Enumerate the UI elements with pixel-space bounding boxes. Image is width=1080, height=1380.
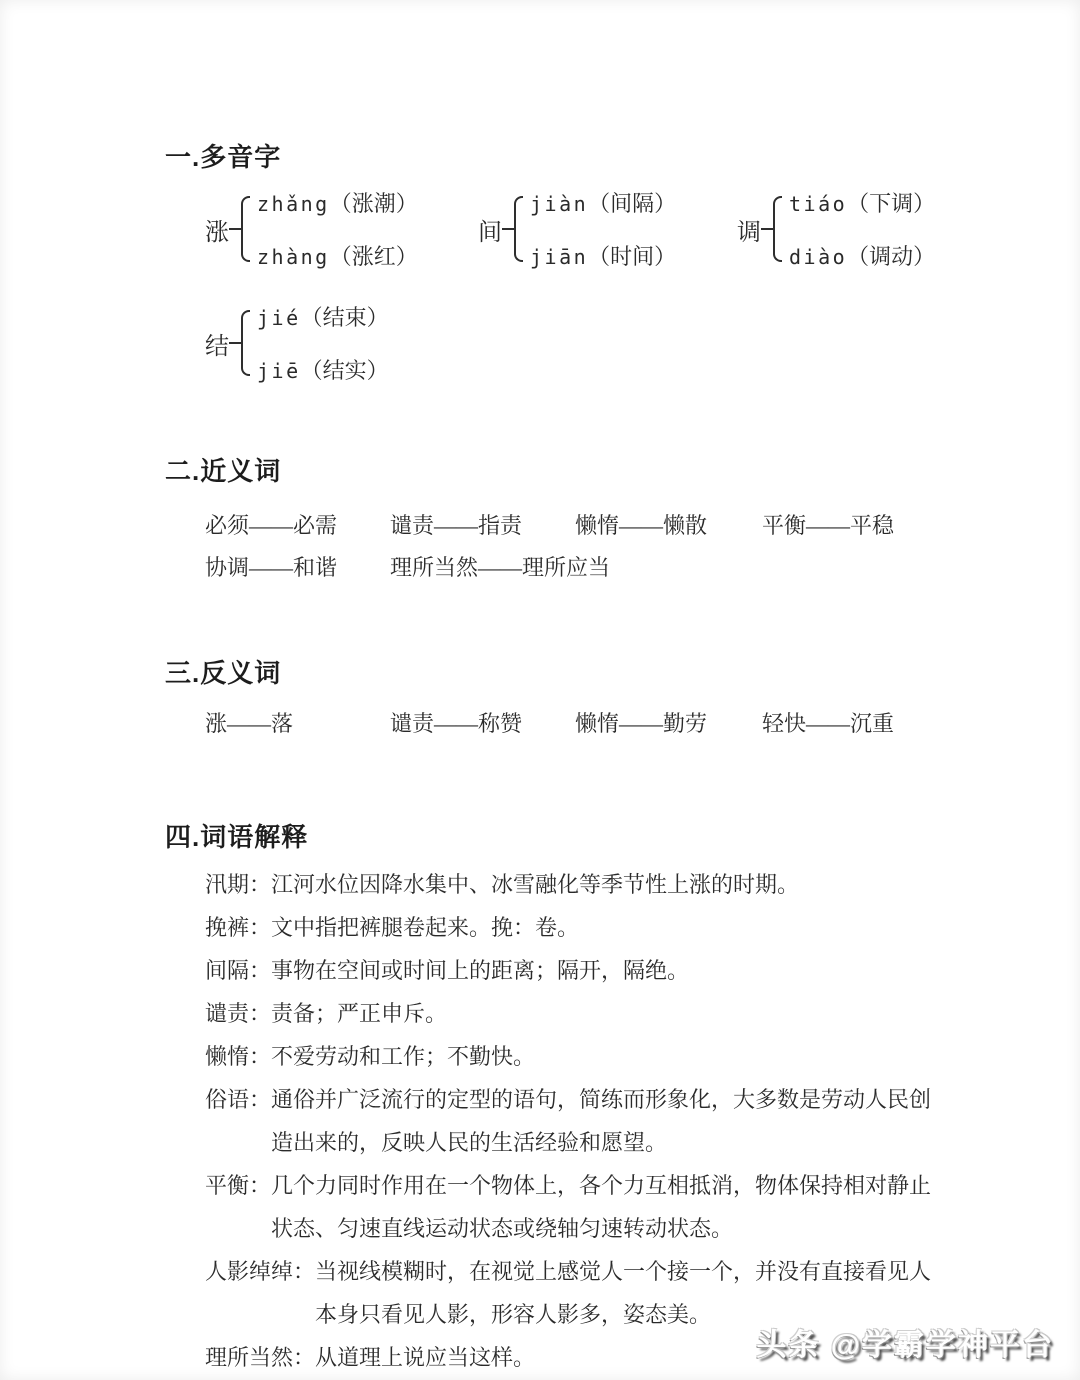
brace-icon <box>241 310 250 376</box>
section-definitions <box>165 823 1080 1379</box>
polyphone-entry <box>257 240 418 271</box>
polyphone-entry <box>789 240 935 271</box>
section-antonyms <box>165 659 1080 739</box>
pinyin-text: tiáo <box>789 192 848 216</box>
pinyin-text: zhàng <box>257 245 330 269</box>
definition-term: 懒惰： <box>205 1044 272 1069</box>
bracket-connector <box>229 228 241 230</box>
definition-term: 间隔： <box>205 958 272 983</box>
definitions-heading: 四.词语解释 <box>165 822 309 852</box>
polyphone-char: 间 <box>478 219 502 246</box>
polyphone-group-zhang <box>205 187 478 271</box>
word-pair: 懒惰——勤劳 <box>575 711 708 736</box>
pinyin-text: diào <box>789 245 848 269</box>
antonym-row <box>205 709 1080 739</box>
word-pair: 涨——落 <box>205 711 294 736</box>
brace-icon <box>241 196 250 262</box>
definition-text: 从道理上说应当这样。 <box>315 1345 536 1370</box>
polyphone-entries <box>250 301 389 385</box>
example-word: （结束） <box>300 305 389 330</box>
example-word: （调动） <box>847 244 936 269</box>
polyphone-entry <box>257 354 389 385</box>
bracket-connector <box>229 342 241 344</box>
definition-item <box>205 1078 935 1164</box>
polyphone-char: 涨 <box>205 219 229 246</box>
example-word: （涨潮） <box>329 191 418 216</box>
definition-term: 理所当然： <box>205 1345 316 1370</box>
polyphone-group-jian <box>478 187 737 271</box>
brace-icon <box>773 196 782 262</box>
definition-text: 不爱劳动和工作；不勤快。 <box>271 1044 536 1069</box>
definition-term: 谴责： <box>205 1001 272 1026</box>
word-pair: 谴责——指责 <box>390 513 523 538</box>
bracket-connector <box>502 228 514 230</box>
polyphone-entries <box>523 187 676 271</box>
polyphone-entry <box>789 187 935 218</box>
word-pair: 理所当然——理所应当 <box>390 555 611 580</box>
pinyin-text: jiē <box>257 359 301 383</box>
antonyms-heading: 三.反义词 <box>165 658 282 688</box>
word-pair: 懒惰——懒散 <box>575 513 708 538</box>
word-pair: 谴责——称赞 <box>390 711 523 736</box>
pinyin-text: zhǎng <box>257 192 330 216</box>
example-word: （结实） <box>300 358 389 383</box>
polyphone-group-diao <box>737 187 935 271</box>
polyphone-entries <box>250 187 418 271</box>
polyphone-char: 调 <box>737 219 761 246</box>
definition-text: 事物在空间或时间上的距离；隔开，隔绝。 <box>271 958 690 983</box>
polyphone-row-1 <box>205 187 1080 271</box>
definition-item <box>205 1164 935 1250</box>
definition-text: 通俗并广泛流行的定型的语句，简练而形象化，大多数是劳动人民创造出来的，反映人民的生活经验和愿望。 <box>271 1087 932 1155</box>
polyphone-row-2 <box>205 301 1080 385</box>
example-word: （间隔） <box>588 191 677 216</box>
definition-item <box>205 992 935 1035</box>
definition-text: 江河水位因降水集中、冰雪融化等季节性上涨的时期。 <box>271 872 800 897</box>
definition-term: 汛期： <box>205 872 272 897</box>
polyphone-entry <box>257 301 389 332</box>
synonyms-heading: 二.近义词 <box>165 456 282 486</box>
polyphone-entry <box>530 240 676 271</box>
word-pair: 平衡——平稳 <box>762 513 895 538</box>
polyphone-entry <box>530 187 676 218</box>
pinyin-text: jiàn <box>530 192 589 216</box>
polyphone-entries <box>782 187 935 271</box>
example-word: （下调） <box>847 191 936 216</box>
bracket-connector <box>761 228 773 230</box>
definition-term: 人影绰绰： <box>205 1259 316 1284</box>
word-pair: 轻快——沉重 <box>762 711 895 736</box>
synonym-row <box>205 553 1080 583</box>
polyphone-entry <box>257 187 418 218</box>
definition-item <box>205 1035 935 1078</box>
definition-list <box>205 863 935 1379</box>
definition-term: 挽裤： <box>205 915 272 940</box>
watermark: 头条 @学霸学神平台 <box>756 1329 1054 1362</box>
definition-term: 平衡： <box>205 1173 272 1198</box>
section-polyphones <box>165 143 1080 385</box>
polyphone-char: 结 <box>205 333 229 360</box>
definition-item <box>205 863 935 906</box>
example-word: （涨红） <box>329 244 418 269</box>
pinyin-text: jiān <box>530 245 589 269</box>
definition-term: 俗语： <box>205 1087 272 1112</box>
polyphones-heading: 一.多音字 <box>165 142 282 172</box>
definition-text: 文中指把裤腿卷起来。挽：卷。 <box>271 915 580 940</box>
brace-icon <box>514 196 523 262</box>
word-pair: 协调——和谐 <box>205 555 338 580</box>
definition-item <box>205 906 935 949</box>
section-synonyms <box>165 457 1080 583</box>
synonym-row <box>205 511 1080 541</box>
polyphone-group-jie <box>205 301 389 385</box>
word-pair: 必须——必需 <box>205 513 338 538</box>
example-word: （时间） <box>588 244 677 269</box>
definition-text: 几个力同时作用在一个物体上，各个力互相抵消，物体保持相对静止状态、匀速直线运动状态或绕轴匀速转动状态。 <box>271 1173 932 1241</box>
definition-item <box>205 949 935 992</box>
definition-text: 当视线模糊时，在视觉上感觉人一个接一个，并没有直接看见人本身只看见人影，形容人影多，姿态美。 <box>315 1259 932 1327</box>
pinyin-text: jié <box>257 306 301 330</box>
definition-text: 责备；严正申斥。 <box>271 1001 448 1026</box>
